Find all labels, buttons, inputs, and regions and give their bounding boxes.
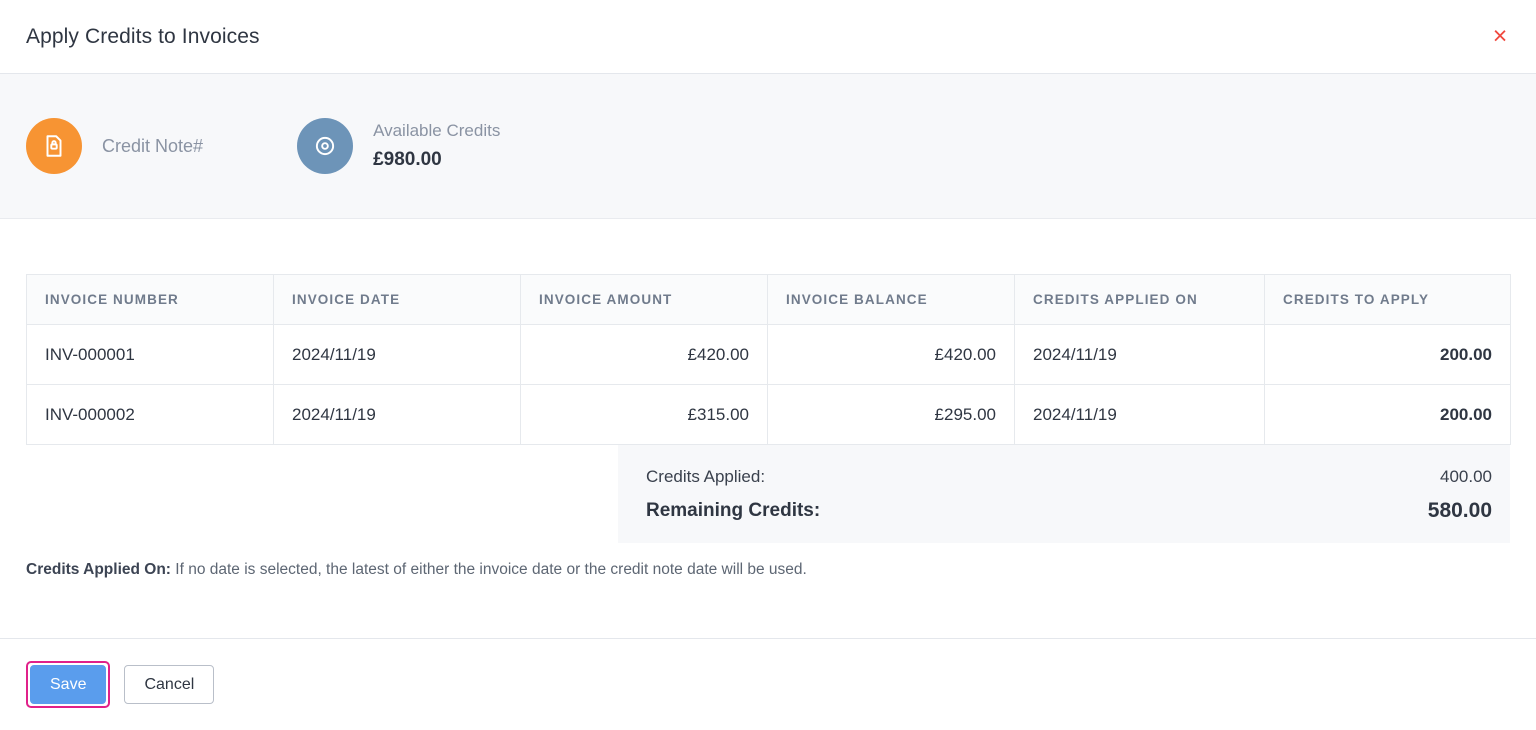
column-header-credits-to-apply: CREDITS TO APPLY: [1265, 275, 1511, 325]
table-row: [27, 325, 1511, 385]
cell-invoice-amount: £315.00: [521, 385, 768, 445]
available-credits-text: [373, 119, 500, 173]
cell-credits-to-apply[interactable]: 200.00: [1265, 325, 1511, 385]
cell-invoice-number: INV-000001: [27, 325, 274, 385]
table-row: [27, 385, 1511, 445]
summary-strip: [0, 74, 1536, 219]
coin-icon: [297, 118, 353, 174]
cell-invoice-balance: £420.00: [768, 325, 1015, 385]
cell-invoice-date: 2024/11/19: [274, 325, 521, 385]
available-credits-value: £980.00: [373, 148, 442, 170]
column-header-invoice-balance: INVOICE BALANCE: [768, 275, 1015, 325]
cell-credits-applied-on[interactable]: 2024/11/19: [1015, 385, 1265, 445]
available-credits-label: Available Credits: [373, 120, 501, 140]
close-icon[interactable]: ×: [1486, 23, 1514, 51]
cell-invoice-date: 2024/11/19: [274, 385, 521, 445]
cell-credits-to-apply[interactable]: 200.00: [1265, 385, 1511, 445]
modal-footer: [0, 638, 1536, 730]
modal-header: [0, 0, 1536, 74]
credits-applied-line: [646, 463, 1492, 499]
credits-applied-note: [26, 561, 1510, 579]
invoice-table: [26, 274, 1511, 445]
page-title: Apply Credits to Invoices: [26, 24, 260, 48]
credit-note-icon: [26, 118, 82, 174]
cell-invoice-balance: £295.00: [768, 385, 1015, 445]
modal-body: [0, 219, 1536, 638]
credit-note-label: Credit Note#: [102, 135, 204, 156]
totals-box: [618, 445, 1510, 543]
cell-invoice-number: INV-000002: [27, 385, 274, 445]
column-header-invoice-date: INVOICE DATE: [274, 275, 521, 325]
credits-applied-label: Credits Applied:: [646, 467, 766, 486]
credits-applied-value: 400.00: [1440, 467, 1492, 486]
column-header-invoice-number: INVOICE NUMBER: [27, 275, 274, 325]
note-prefix: Credits Applied On:: [26, 561, 171, 578]
remaining-credits-label: Remaining Credits:: [646, 500, 821, 521]
table-header-row: [27, 275, 1511, 325]
column-header-credits-applied-on: CREDITS APPLIED ON: [1015, 275, 1265, 325]
remaining-credits-value: 580.00: [1427, 499, 1492, 522]
cancel-button[interactable]: Cancel: [124, 665, 214, 704]
cell-invoice-amount: £420.00: [521, 325, 768, 385]
save-button[interactable]: Save: [30, 665, 106, 704]
available-credits-block: [297, 118, 500, 174]
save-button-highlight: [26, 661, 110, 708]
credit-note-block: [26, 118, 203, 174]
note-text: If no date is selected, the latest of either the invoice date or the credit note date will be used.: [170, 561, 807, 578]
remaining-credits-line: [646, 499, 1492, 523]
totals-row: [26, 445, 1510, 543]
column-header-invoice-amount: INVOICE AMOUNT: [521, 275, 768, 325]
cell-credits-applied-on[interactable]: 2024/11/19: [1015, 325, 1265, 385]
